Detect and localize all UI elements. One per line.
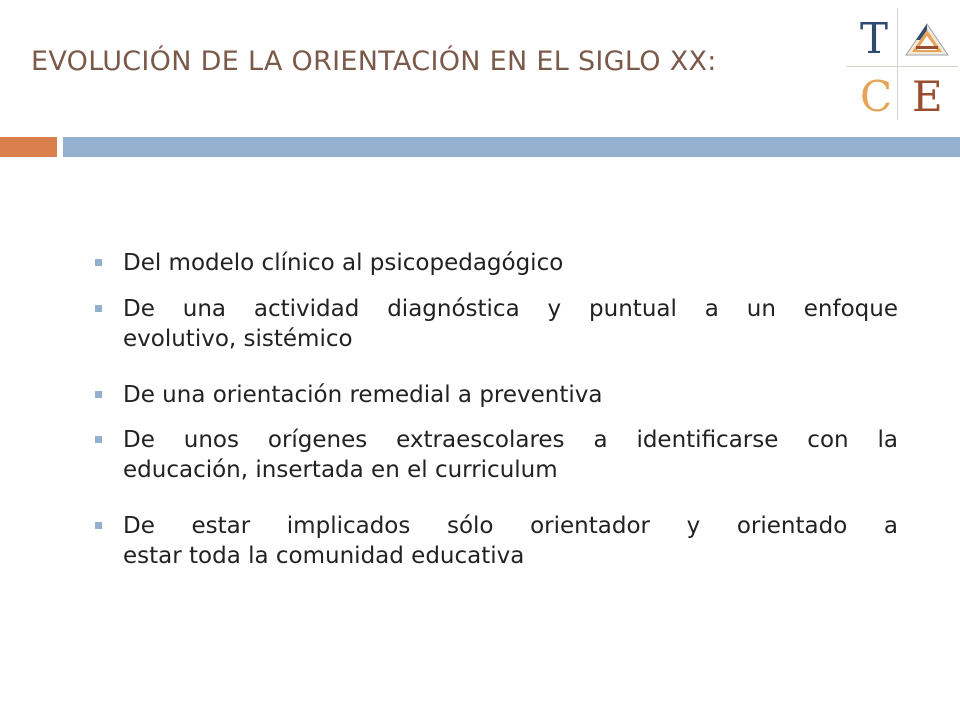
triangle-logo-icon (904, 22, 950, 58)
bullet-text (123, 425, 898, 485)
accent-bar-blue (63, 137, 960, 157)
bullet-marker-icon (95, 259, 102, 266)
bullet-line: estar toda la comunidad educativa (123, 543, 525, 569)
bullet-text (123, 248, 898, 278)
bullet-marker-icon (95, 436, 102, 443)
tce-logo (846, 6, 958, 122)
bullet-item (95, 425, 898, 485)
bullet-line: De una actividad diagnóstica y puntual a un enfoque (123, 296, 898, 322)
slide-title: EVOLUCIÓN DE LA ORIENTACIÓN EN EL SIGLO XX: (31, 46, 717, 77)
bullet-marker-icon (95, 522, 102, 529)
bullet-line: De unos orígenes extraescolares a identificarse con la (123, 427, 898, 453)
bullet-line: De una orientación remedial a preventiva (123, 382, 603, 408)
bullet-item (95, 294, 898, 354)
logo-divider-horizontal (846, 66, 958, 67)
logo-letter-c: C (860, 72, 893, 121)
bullet-text (123, 294, 898, 354)
bullet-item (95, 511, 898, 571)
bullet-text (123, 380, 898, 410)
bullet-marker-icon (95, 391, 102, 398)
logo-letter-t: T (860, 14, 889, 63)
bullet-line: De estar implicados sólo orientador y orientado a (123, 513, 898, 539)
bullet-item (95, 380, 898, 410)
bullet-line: Del modelo clínico al psicopedagógico (123, 250, 564, 276)
accent-bar-orange (0, 137, 57, 157)
bullet-line: evolutivo, sistémico (123, 326, 353, 352)
bullet-text (123, 511, 898, 571)
bullet-marker-icon (95, 305, 102, 312)
logo-divider-vertical (897, 8, 898, 120)
bullet-item (95, 248, 898, 278)
bullet-line: educación, insertada en el curriculum (123, 457, 558, 483)
logo-letter-e: E (912, 72, 943, 121)
